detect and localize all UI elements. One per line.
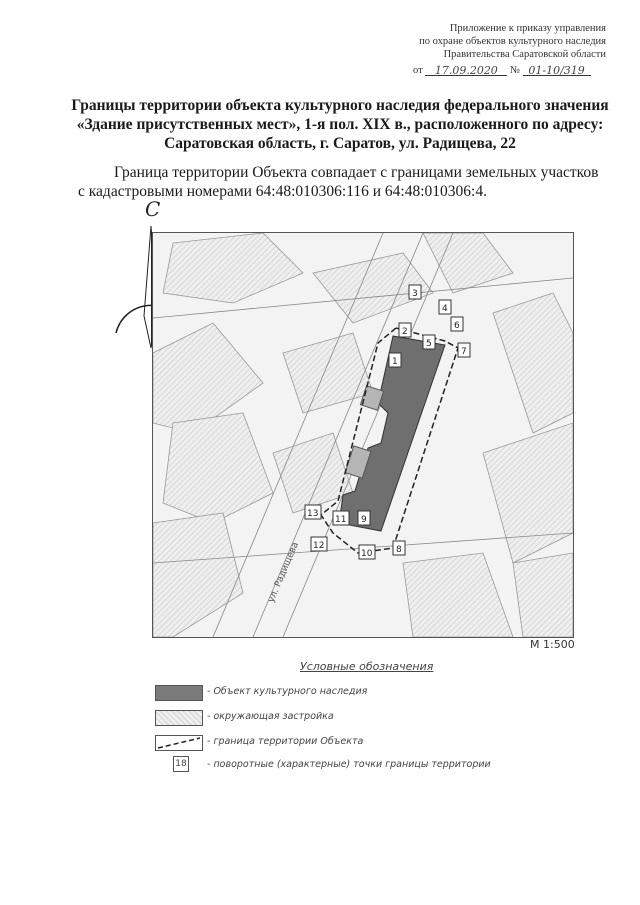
body-paragraph: Граница территории Объекта совпадает с границами земельных участков с кадастровыми номерами 64:48:010306:116 и 64:48:010306:4. [78,164,599,200]
appendix-date-number [413,64,608,76]
svg-text:8: 8 [396,545,402,555]
document-title: Границы территории объекта культурного наследия федерального значения «Здание присутственных мест», 1-я пол. XIX в., расположенного по адресу: Саратовская область, г. Саратов, ул. Радищева, 22 [71,97,609,152]
site-map-drawing [153,233,573,637]
handwritten-number: 01-10/319 [528,64,585,77]
appendix-line-2: по охране объектов культурного наследия [419,36,606,47]
svg-text:13: 13 [307,509,319,519]
legend-label-object: - Объект культурного наследия [207,686,368,697]
svg-text:12: 12 [313,541,325,551]
svg-text:9: 9 [361,515,367,525]
svg-text:10: 10 [361,549,373,559]
number-label: № [509,65,520,76]
appendix-header [376,22,606,61]
body-text [78,163,608,201]
legend-label-context: - окружающая застройка [207,711,334,722]
svg-text:7: 7 [461,347,467,357]
north-label: С [145,198,161,221]
legend-label-points: - поворотные (характерные) точки границы территории [207,759,491,770]
legend-label-border: - граница территории Объекта [207,736,364,747]
svg-text:6: 6 [454,321,460,331]
legend-swatch-context [155,710,203,726]
site-map [152,232,574,638]
handwritten-date: 17.09.2020 [434,64,498,77]
appendix-line-1: Приложение к приказу управления [449,23,606,34]
from-label: от [413,65,423,76]
appendix-line-3: Правительства Саратовской области [443,49,606,60]
legend-point-symbol: 18 [173,756,189,772]
svg-text:2: 2 [402,327,408,337]
svg-text:5: 5 [426,339,432,349]
legend-swatch-border [155,735,203,751]
legend-title: Условные обозначения [300,660,434,673]
svg-text:3: 3 [412,289,418,299]
map-scale: М 1:500 [530,638,575,651]
street-label: ул. Радищева [266,540,302,605]
legend-swatch-object [155,685,203,701]
svg-text:4: 4 [442,304,448,314]
svg-text:11: 11 [335,515,347,525]
svg-text:1: 1 [392,357,398,367]
